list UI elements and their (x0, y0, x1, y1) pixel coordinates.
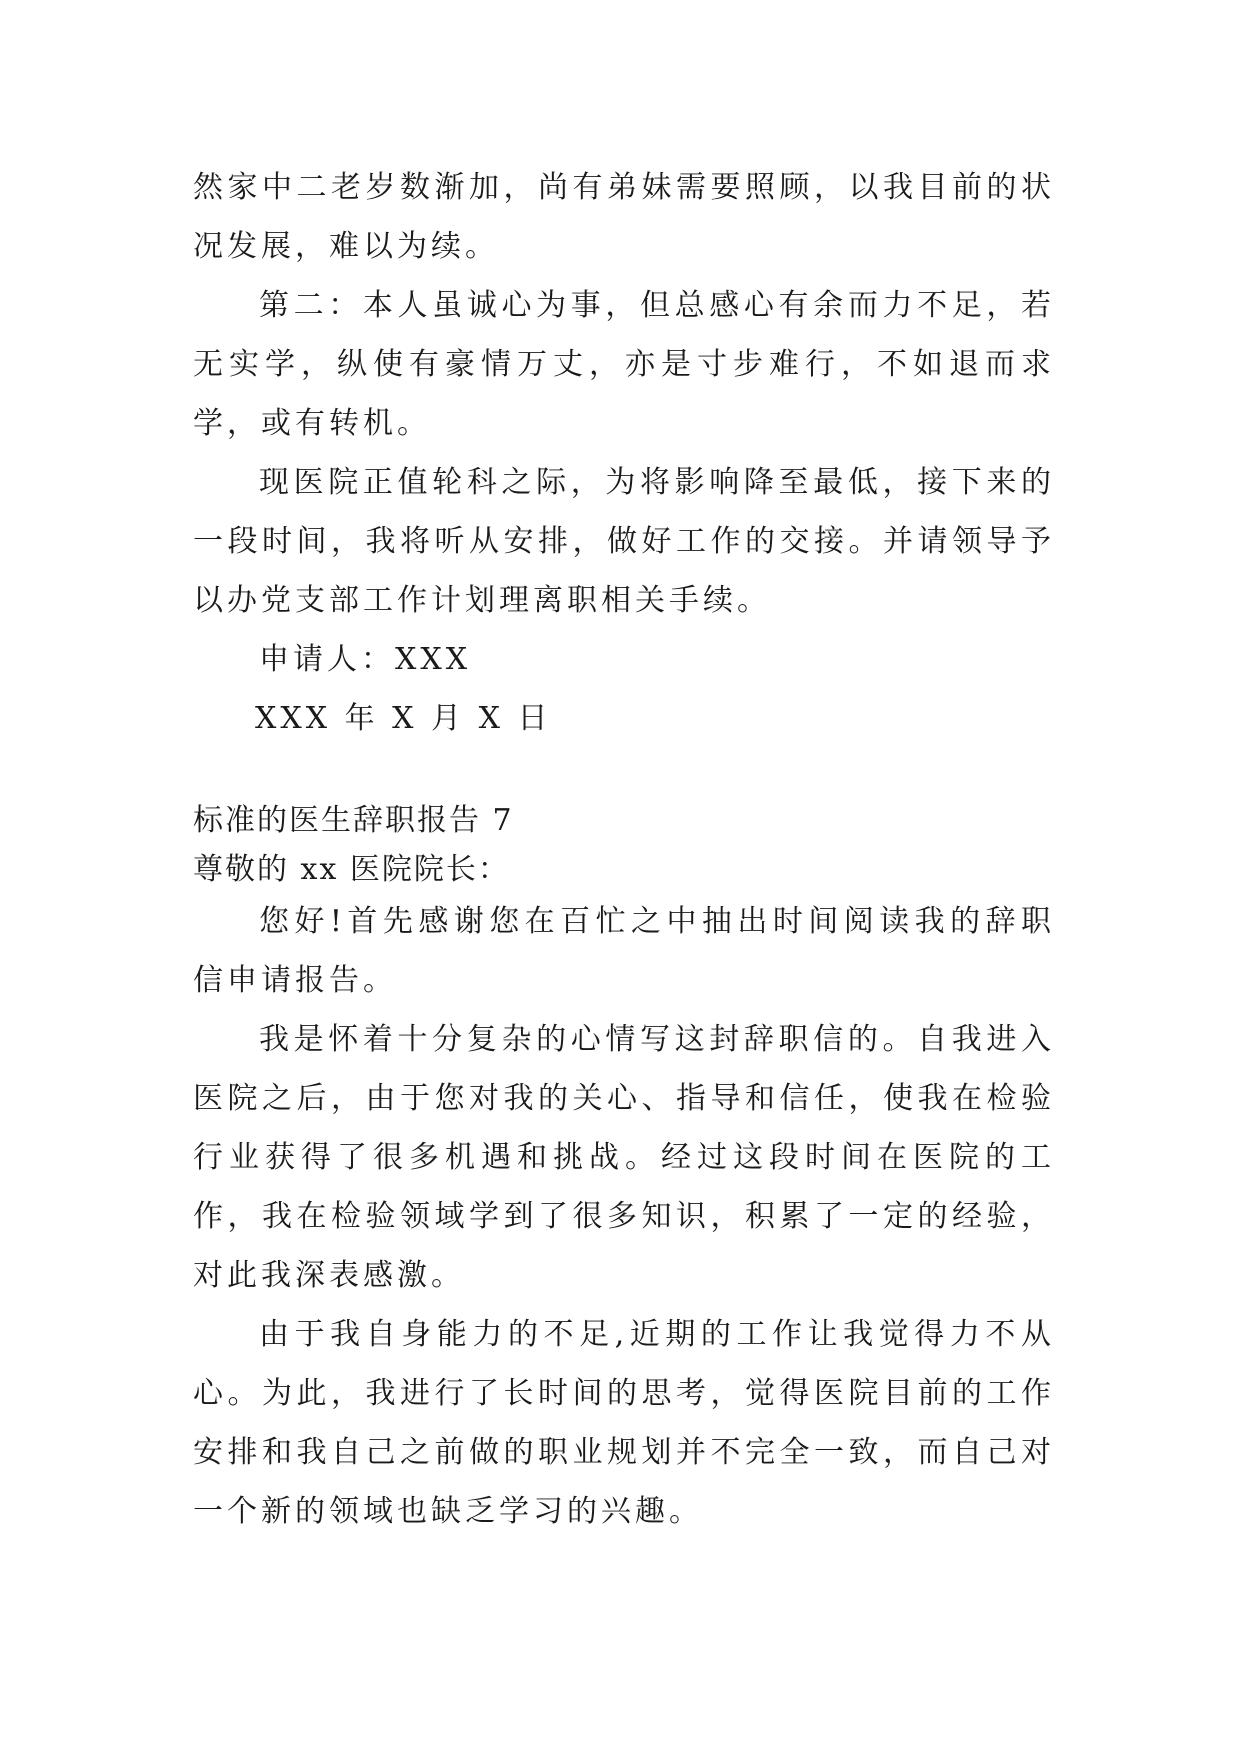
section-title: 标准的医生辞职报告 7 (193, 803, 514, 838)
paragraph-handover: 现医院正值轮科之际，为将影响降至最低，接下来的一段时间，我将听从安排，做好工作的交接。并请领导予以办党支部工作计划理离职相关手续。 (193, 465, 1055, 618)
salutation: 尊敬的 xx 医院院长： (193, 852, 510, 887)
paragraph-greeting: 您好!首先感谢您在百忙之中抽出时间阅读我的辞职信申请报告。 (193, 904, 1055, 998)
paragraph-gratitude: 我是怀着十分复杂的心情写这封辞职信的。自我进入医院之后，由于您对我的关心、指导和信任，使我在检验行业获得了很多机遇和挑战。经过这段时间在医院的工作，我在检验领域学到了很多知识，积累了一定的经验，对此我深表感激。 (193, 1022, 1055, 1293)
date-line: XXX 年 X 月 X 日 (255, 701, 552, 736)
paragraph-continued: 然家中二老岁数渐加，尚有弟妹需要照顾，以我目前的状况发展，难以为续。 (193, 170, 1055, 264)
applicant-line: 申请人：XXX (259, 642, 472, 677)
paragraph-reason: 由于我自身能力的不足,近期的工作让我觉得力不从心。为此，我进行了长时间的思考，觉得医院目前的工作安排和我自己之前做的职业规划并不完全一致，而自己对一个新的领域也缺乏学习的兴趣。 (193, 1317, 1055, 1529)
paragraph-second-reason: 第二：本人虽诚心为事，但总感心有余而力不足，若无实学，纵使有豪情万丈，亦是寸步难行，不如退而求学，或有转机。 (193, 288, 1055, 441)
section-gap (193, 748, 1055, 798)
document-body (193, 158, 1055, 1541)
